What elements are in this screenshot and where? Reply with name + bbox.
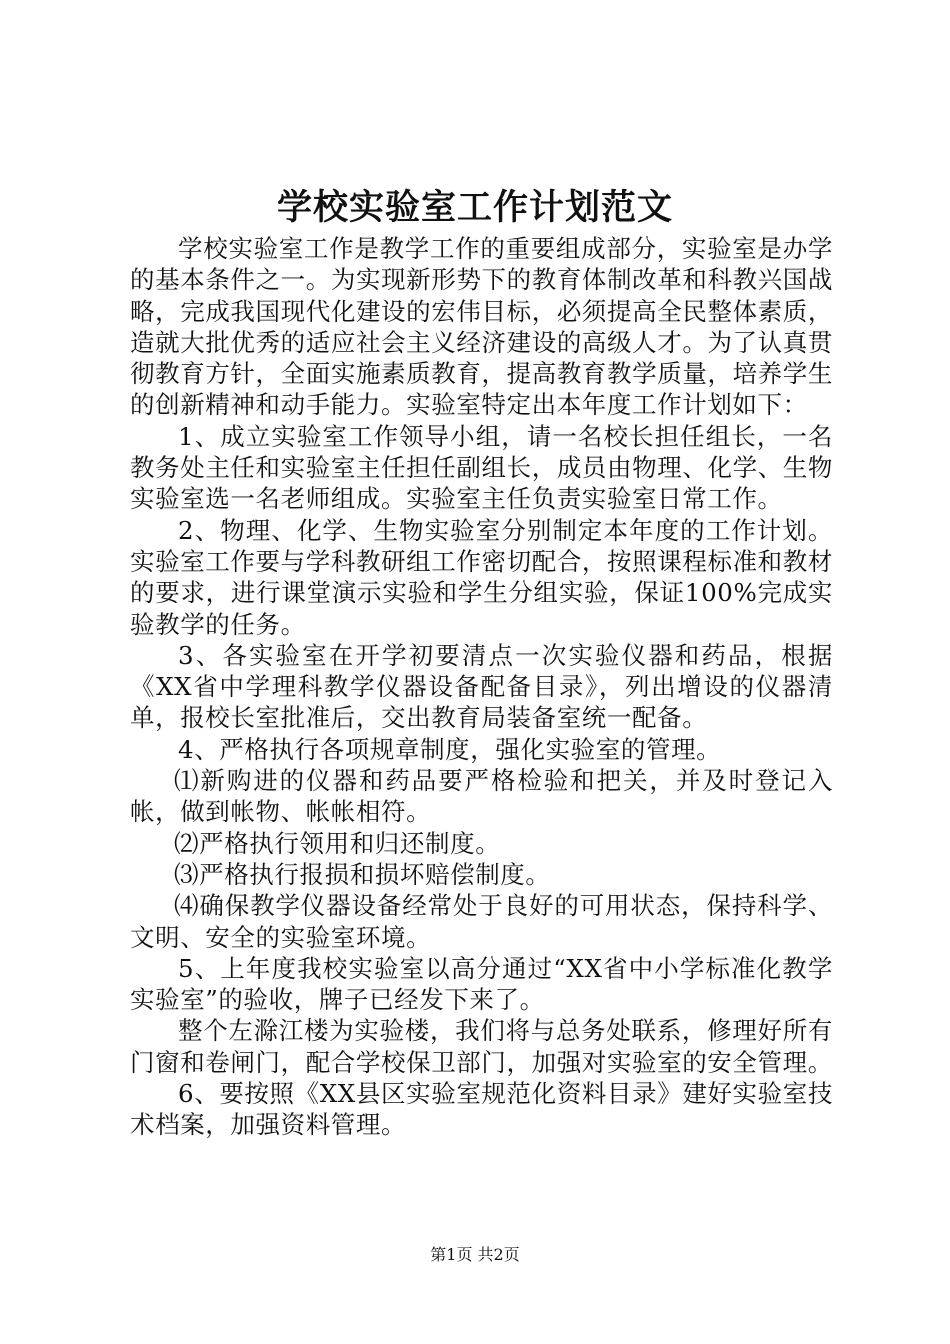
document-title: 学校实验室工作计划范文 (276, 187, 673, 228)
paragraph-item-2: 2、物理、化学、生物实验室分别制定本年度的工作计划。实验室工作要与学科教研组工作密切配合，按照课程标准和教材的要求，进行课堂演示实验和学生分组实验，保证100%完成实验教学的任务。 (130, 515, 833, 639)
document-body (130, 233, 833, 1141)
paragraph-subitem-4: ⑷确保教学仪器设备经常处于良好的可用状态，保持科学、文明、安全的实验室环境。 (130, 891, 833, 952)
paragraph-item-6: 6、要按照《XX县区实验室规范化资料目录》建好实验室技术档案，加强资料管理。 (130, 1079, 833, 1140)
paragraph-item-4: 4、严格执行各项规章制度，强化实验室的管理。 (178, 734, 722, 764)
page-number-footer: 第1页 共2页 (430, 1245, 520, 1264)
paragraph-item-1: 1、成立实验室工作领导小组，请一名校长担任组长，一名教务处主任和实验室主任担任副组长，成员由物理、化学、生物实验室选一名老师组成。实验室主任负责实验室日常工作。 (130, 421, 833, 514)
paragraph-subitem-3: ⑶严格执行报损和损坏赔偿制度。 (174, 859, 551, 889)
paragraph-intro: 学校实验室工作是教学工作的重要组成部分，实验室是办学的基本条件之一。为实现新形势下的教育体制改革和科教兴国战略，完成我国现代化建设的宏伟目标，必须提高全民整体素质，造就大批优秀的适应社会主义经济建设的高级人才。为了认真贯彻教育方针，全面实施素质教育，提高教育教学质量，培养学生的创新精神和动手能力。实验室特定出本年度工作计划如下： (130, 234, 833, 420)
paragraph-item-3: 3、各实验室在开学初要清点一次实验仪器和药品，根据《XX省中学理科教学仪器设备配备目录》，列出增设的仪器清单，报校长室批准后，交出教育局装备室统一配备。 (130, 640, 833, 733)
paragraph-item-5: 5、上年度我校实验室以高分通过“XX省中小学标准化教学实验室”的验收，牌子已经发下来了。 (130, 953, 833, 1015)
paragraph-subitem-2: ⑵严格执行领用和归还制度。 (174, 828, 501, 858)
paragraph-item-5-detail: 整个左滁江楼为实验楼，我们将与总务处联系，修理好所有门窗和卷闸门，配合学校保卫部门，加强对实验室的安全管理。 (130, 1016, 833, 1077)
paragraph-subitem-1: ⑴新购进的仪器和药品要严格检验和把关，并及时登记入帐，做到帐物、帐帐相符。 (130, 766, 833, 827)
